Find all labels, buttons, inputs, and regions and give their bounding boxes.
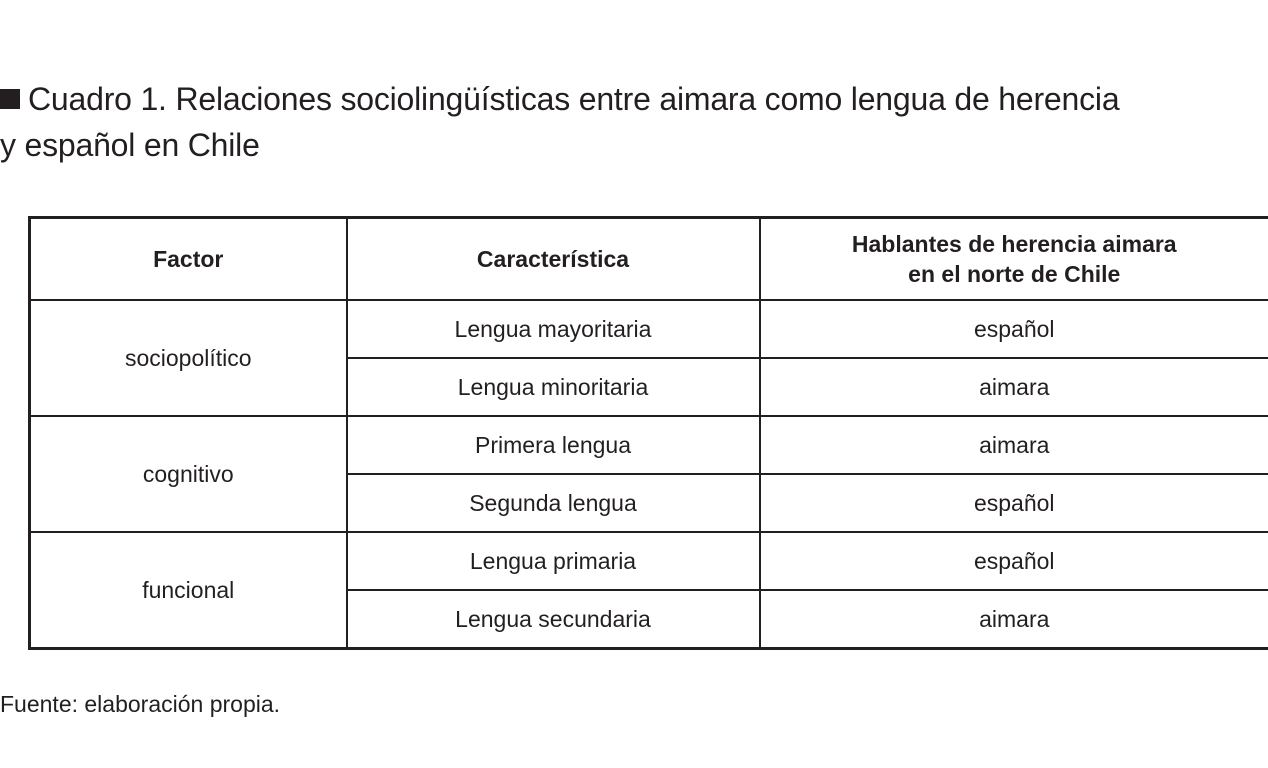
- table-row: [30, 532, 1268, 590]
- caption-text-line2: y español en Chile: [0, 127, 260, 163]
- caracteristica-cell: Lengua primaria: [347, 532, 760, 590]
- caracteristica-cell: Lengua mayoritaria: [347, 300, 760, 358]
- square-bullet-icon: [0, 89, 20, 109]
- table-row: [30, 416, 1268, 474]
- header-hablantes-line2: en el norte de Chile: [908, 261, 1121, 287]
- valor-cell: aimara: [760, 358, 1268, 416]
- header-hablantes: [760, 218, 1268, 301]
- caption-label: Cuadro 1.: [28, 81, 167, 117]
- header-factor: Factor: [30, 218, 347, 301]
- caracteristica-cell: Segunda lengua: [347, 474, 760, 532]
- valor-cell: español: [760, 474, 1268, 532]
- caracteristica-cell: Lengua minoritaria: [347, 358, 760, 416]
- factor-cell: sociopolítico: [30, 300, 347, 416]
- caracteristica-cell: Primera lengua: [347, 416, 760, 474]
- valor-cell: español: [760, 532, 1268, 590]
- caption-text-line1: Relaciones sociolingüísticas entre aimara como lengua de herencia: [175, 81, 1120, 117]
- header-hablantes-line1: Hablantes de herencia aimara: [851, 231, 1177, 257]
- valor-cell: aimara: [760, 416, 1268, 474]
- source-note: Fuente: elaboración propia.: [0, 691, 281, 717]
- valor-cell: español: [760, 300, 1268, 358]
- sociolinguistic-table: [28, 216, 1268, 650]
- header-caracteristica: Característica: [347, 218, 760, 301]
- table-row: [30, 300, 1268, 358]
- table-caption: [0, 76, 1240, 168]
- table-header-row: [30, 218, 1268, 301]
- valor-cell: aimara: [760, 590, 1268, 649]
- caracteristica-cell: Lengua secundaria: [347, 590, 760, 649]
- factor-cell: cognitivo: [30, 416, 347, 532]
- factor-cell: funcional: [30, 532, 347, 649]
